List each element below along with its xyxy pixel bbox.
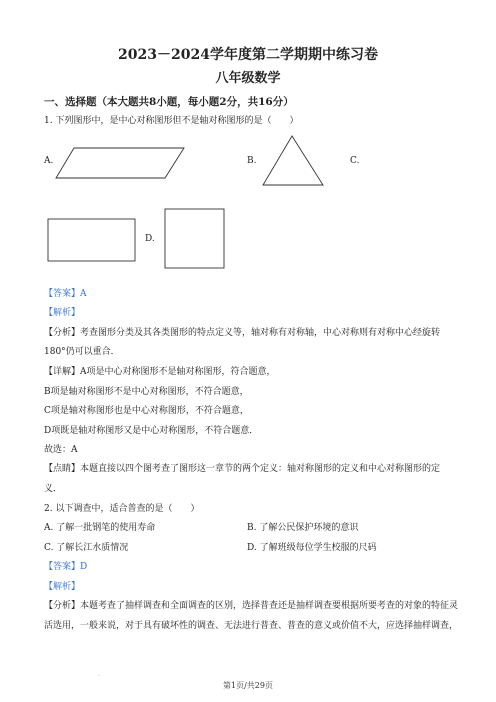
- q2-option-a: A. 了解一批钢笔的使用寿命: [44, 523, 156, 533]
- comment-text-continued: 义．: [44, 484, 63, 494]
- question-2-stem: 2. 以下调查中，适合普查的是（ ）: [44, 504, 200, 514]
- detail-line: B项是轴对称图形不是中心对称图形，不符合题意，: [44, 387, 249, 397]
- detail-line: 【详解】A项是中心对称图形不是轴对称图形，符合题意，: [44, 367, 276, 377]
- rectangle-figure: [47, 218, 137, 262]
- page-number: 第1页/共29页: [223, 681, 273, 690]
- analysis-text: 【分析】考查图形分类及其各类图形的特点定义等，轴对称有对称轴，中心对称则有对称中心经旋转: [44, 328, 441, 338]
- detail-line: D项既是轴对称图形又是中心对称图形，不符合题意．: [44, 426, 259, 436]
- option-c-label: C.: [350, 156, 360, 166]
- detail-line: C项是轴对称图形也是中心对称图形，不符合题意，: [44, 406, 249, 416]
- q2-option-d: D. 了解班级每位学生校服的尺码: [247, 543, 377, 553]
- q2-option-c: C. 了解长江水质情况: [44, 543, 129, 553]
- page-subtitle: 八年级数学: [215, 71, 281, 86]
- footer-mark: .: [98, 671, 100, 678]
- answer-tag: 【答案】A: [44, 289, 87, 299]
- q2-analysis-text: 【分析】本题考查了抽样调查和全面调查的区别，选择普查还是抽样调查要根据所要考查的对象的特征灵: [44, 601, 459, 611]
- section-heading: 一、选择题（本大题共8小题，每小题2分，共16分）: [44, 96, 294, 108]
- square-figure: [164, 208, 225, 269]
- option-a-label: A.: [44, 156, 54, 166]
- option-b-label: B.: [247, 156, 257, 166]
- comment-text: 【点睛】本题直接以四个图考查了图形这一章节的两个定义：轴对称图形的定义和中心对称图形的定: [44, 464, 441, 474]
- analysis-text-continued: 180°仍可以重合．: [44, 347, 120, 357]
- conclusion-line: 故选：A: [44, 445, 78, 455]
- analysis-tag: 【解析】: [44, 308, 81, 318]
- option-d-label: D.: [145, 234, 155, 244]
- q2-answer-tag: 【答案】D: [44, 562, 88, 572]
- question-1-stem: 1. 下列图形中，是中心对称图形但不是轴对称图形的是（ ）: [44, 116, 299, 126]
- triangle-figure: [262, 135, 324, 186]
- q2-analysis-tag: 【解析】: [44, 582, 81, 592]
- q2-option-b: B. 了解公民保护环境的意识: [247, 523, 359, 533]
- page-title: 2023－2024学年度第二学期期中练习卷: [118, 47, 378, 63]
- parallelogram-figure: [55, 147, 185, 179]
- q2-analysis-text-continued: 活选用，一般来说，对于具有破坏性的调查、无法进行普查、普查的意义或价值不大，应选择抽样调查，: [44, 621, 459, 631]
